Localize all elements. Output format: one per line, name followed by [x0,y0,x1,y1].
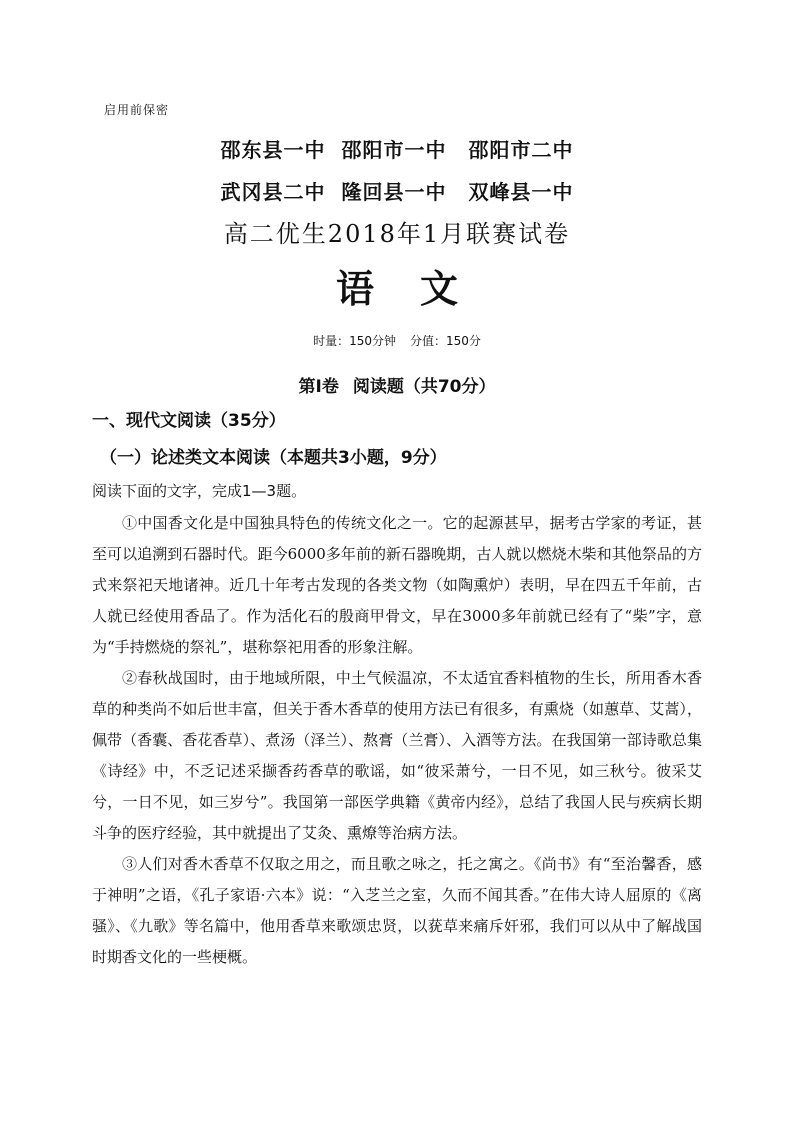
school-line-2 [0,176,794,205]
passage-paragraph-2: ②春秋战国时，由于地域所限，中土气候温凉，不太适宜香料植物的生长，所用香木香草的种类尚不如后世丰富，但关于香木香草的使用方法已有很多，有熏烧（如蕙草、艾蒿），佩带（香囊、香花香草）、煮汤（泽兰）、熬膏（兰膏）、入酒等方法。在我国第一部诗歌总集《诗经》中，不乏记述采撷香药香草的歌谣，如“彼采萧兮，一日不见，如三秋兮。彼采艾兮，一日不见，如三岁兮”。我国第一部医学典籍《黄帝内经》，总结了我国人民与疾病长期斗争的医疗经验，其中就提出了艾灸、熏燎等治病方法。 [92,669,702,842]
exam-title: 高二优生2018年1月联赛试卷 [223,220,571,248]
score-label: 分值：150分 [410,334,481,348]
duration-label: 时量：150分钟 [313,334,396,348]
school-name: 邵阳市二中 [468,138,574,162]
section-heading: 一、现代文阅读（35分） [92,411,286,431]
school-line-1 [0,134,794,163]
passage-paragraph-1: ①中国香文化是中国独具特色的传统文化之一。它的起源甚早，据考古学家的考证，甚至可以追溯到石器时代。距今6000多年前的新石器晚期，古人就以燃烧木柴和其他祭品的方式来祭祀天地诸神。近几十年考古发现的各类文物（如陶熏炉）表明，早在四五千年前，古人就已经使用香品了。作为活化石的殷商甲骨文，早在3000多年前就已经有了“柴”字，意为“手持燃烧的祭礼”，堪称祭祀用香的形象注解。 [92,514,702,656]
subject-title: 语文 [335,266,504,311]
confidential-label: 启用前保密 [104,103,170,117]
reading-instruction: 阅读下面的文字，完成1—3题。 [92,482,307,500]
passage-paragraph-3: ③人们对香木香草不仅取之用之，而且歌之咏之，托之寓之。《尚书》有“至治馨香，感于神明”之语，《孔子家语·六本》说：“入芝兰之室，久而不闻其香。”在伟大诗人屈原的《离骚》、《九歌》等名篇中，他用香草来歌颂忠贤，以莸草来痛斥奸邪，我们可以从中了解战国时期香文化的一些梗概。 [92,855,702,966]
school-name: 双峰县一中 [468,180,574,204]
school-name: 邵阳市一中 [341,138,447,162]
school-name: 隆回县一中 [341,180,447,204]
school-name: 邵东县一中 [220,138,326,162]
volume-name: 阅读题（共70分） [352,377,496,397]
time-info [0,332,794,349]
volume-part: 第I卷 [298,377,339,397]
school-name: 武冈县二中 [220,180,326,204]
volume-title [0,372,794,397]
subsection-heading: （一）论述类文本阅读（本题共3小题，9分） [100,448,447,468]
